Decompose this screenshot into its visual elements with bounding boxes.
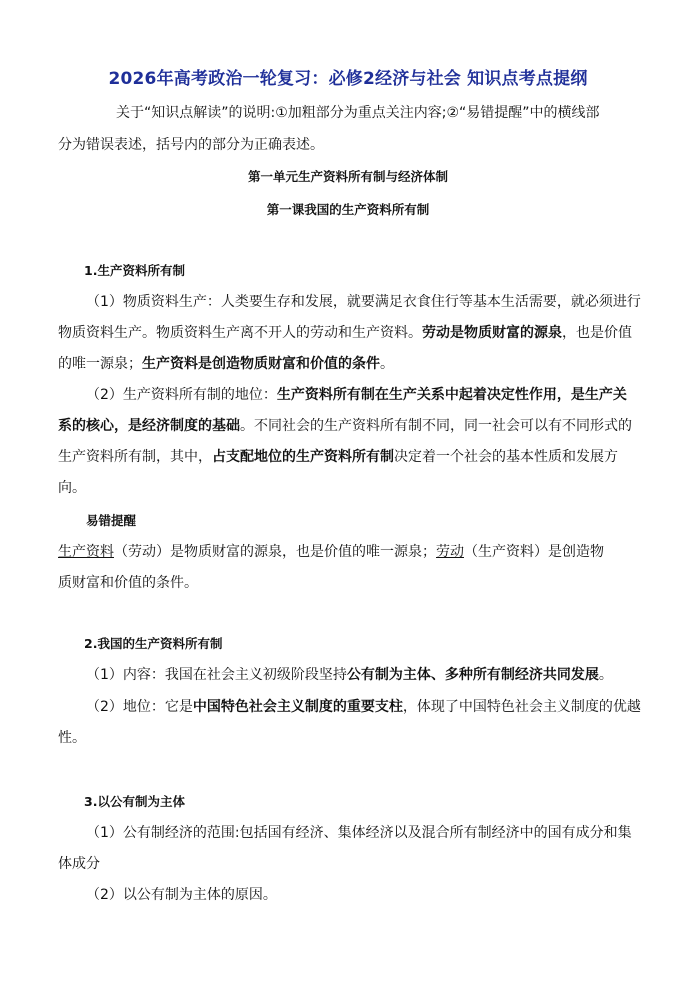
s2-p2-text: （2）地位：它是 <box>86 699 193 715</box>
intro-line-1: 关于“知识点解读”的说明:①加粗部分为重点关注内容;②“易错提醒”中的横线部 <box>116 105 600 121</box>
s1-p2-line2 <box>58 416 632 436</box>
s1-p2-line3-text: 生产资料所有制，其中， <box>58 449 212 465</box>
lesson-title: 第一课我国的生产资料所有制 <box>266 202 430 217</box>
tip-line1 <box>58 542 604 562</box>
s1-p1-bold-labor: 劳动是物质财富的源泉 <box>422 325 562 341</box>
unit-title: 第一单元生产资料所有制与经济体制 <box>247 169 448 184</box>
section-2-heading: 2.我国的生产资料所有制 <box>84 636 223 651</box>
s3-p1: （1）公有制经济的范围:包括国有经济、集体经济以及混合所有制经济中的国有成分和集 <box>86 825 632 841</box>
s1-p2-line2-text: 。不同社会的生产资料所有制不同，同一社会可以有不同形式的 <box>240 418 632 434</box>
s1-p2-line2-bold: 系的核心，是经济制度的基础 <box>58 418 240 434</box>
s1-p1-line2-text: 物质资料生产。物质资料生产离不开人的劳动和生产资料。 <box>58 325 422 341</box>
s2-p2-tail: ，体现了中国特色社会主义制度的优越 <box>402 699 641 715</box>
tip-text-1: （劳动）是物质财富的源泉，也是价值的唯一源泉； <box>114 544 436 560</box>
s2-p1 <box>86 665 613 685</box>
section-1-heading: 1.生产资料所有制 <box>84 263 185 278</box>
s1-p1-line1: （1）物质资料生产：人类要生存和发展，就要满足衣食住行等基本生活需要，就必须进行 <box>86 294 641 310</box>
s1-p2-line3-tail: 决定着一个社会的基本性质和发展方 <box>394 449 618 465</box>
s2-p1-bold: 公有制为主体、多种所有制经济共同发展 <box>346 667 599 683</box>
s1-p2-line1 <box>86 385 627 405</box>
tip-wrong-1: 生产资料 <box>58 544 114 560</box>
tip-heading: 易错提醒 <box>86 513 137 528</box>
s1-p1-line3-tail: 。 <box>380 356 394 372</box>
s2-p2-line2: 性。 <box>58 730 86 746</box>
document-title: 2026年高考政治一轮复习：必修2经济与社会 知识点考点提纲 <box>108 69 588 89</box>
s1-p2-line1-text: （2）生产资料所有制的地位： <box>86 387 277 403</box>
s3-p1-line2: 体成分 <box>58 856 100 872</box>
tip-wrong-2: 劳动 <box>436 544 464 560</box>
s1-p1-line3 <box>58 354 394 374</box>
intro-line-2: 分为错误表述，括号内的部分为正确表述。 <box>58 137 324 153</box>
tip-text-2: （生产资料）是创造物 <box>464 544 604 560</box>
tip-line2: 质财富和价值的条件。 <box>58 575 198 591</box>
s3-p2: （2）以公有制为主体的原因。 <box>86 887 277 903</box>
s2-p2 <box>86 697 641 717</box>
s1-p2-line1-bold: 生产资料所有制在生产关系中起着决定性作用，是生产关 <box>276 387 627 403</box>
s1-p2-line3-bold: 占支配地位的生产资料所有制 <box>212 449 394 465</box>
s1-p2-line4: 向。 <box>58 480 86 496</box>
s1-p1-line2-tail: ，也是价值 <box>562 325 632 341</box>
s1-p1-line3-text: 的唯一源泉； <box>58 356 142 372</box>
s2-p1-text: （1）内容：我国在社会主义初级阶段坚持 <box>86 667 347 683</box>
s1-p1-bold-means: 生产资料是创造物质财富和价值的条件 <box>142 356 380 372</box>
s1-p2-line3 <box>58 447 618 467</box>
s2-p2-bold: 中国特色社会主义制度的重要支柱 <box>192 699 403 715</box>
s1-p1-line2 <box>58 323 632 343</box>
section-3-heading: 3.以公有制为主体 <box>84 794 185 809</box>
s2-p1-tail: 。 <box>598 667 613 683</box>
